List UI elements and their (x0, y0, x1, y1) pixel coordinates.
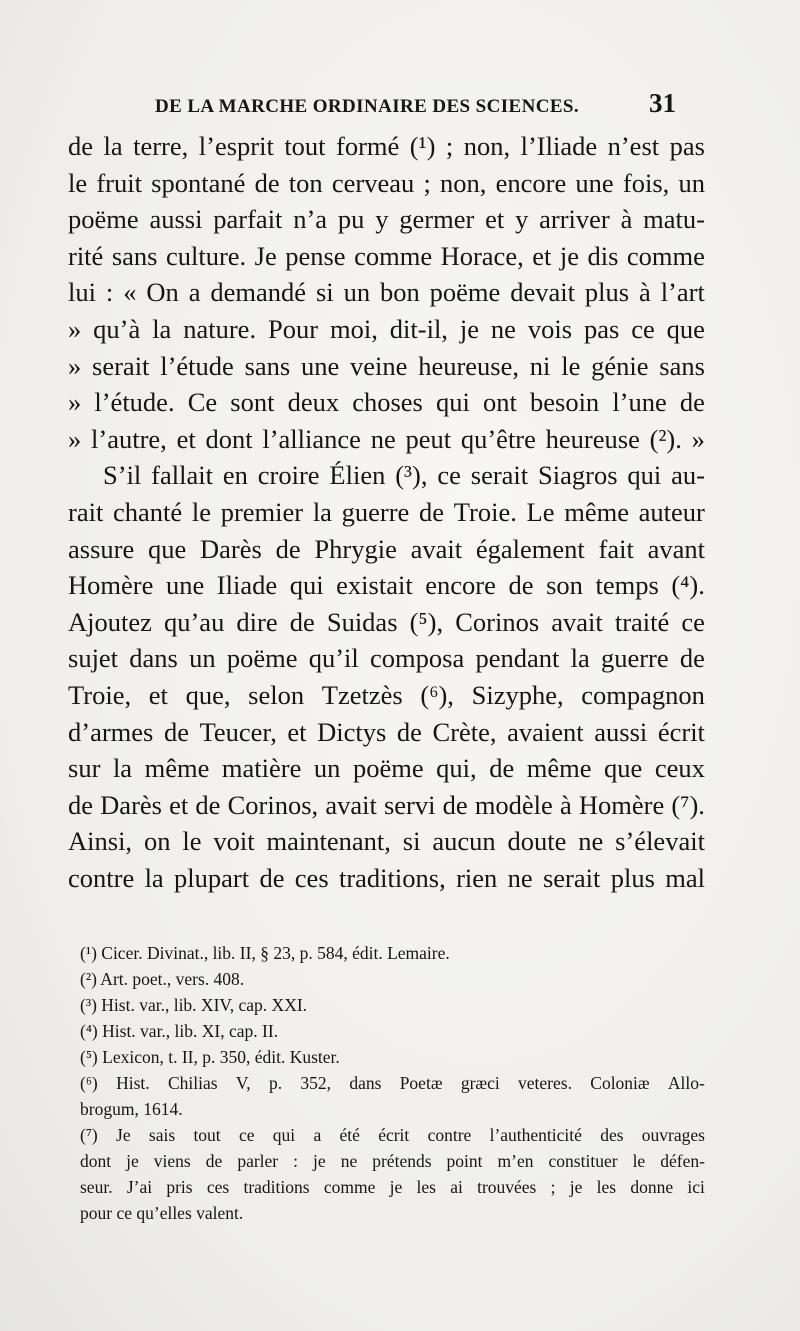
footnote-line: (⁶) Hist. Chilias V, p. 352, dans Poetæ græci veteres. Coloniæ Allo- (80, 1073, 705, 1093)
body-line: sujet dans un poëme qu’il composa pendant la guerre de (68, 643, 705, 674)
body-line: de la terre, l’esprit tout formé (¹) ; non, l’Iliade n’est pas (68, 131, 705, 161)
body-line: » qu’à la nature. Pour moi, dit-il, je ne vois pas ce que (68, 313, 705, 344)
footnote-line: (²) Art. poet., vers. 408. (80, 969, 245, 989)
body-line: » l’étude. Ce sont deux choses qui ont besoin l’une de (68, 387, 705, 418)
body-text (68, 128, 705, 896)
footnote-line: brogum, 1614. (80, 1099, 183, 1119)
body-line: Homère une Iliade qui existait encore de son temps (⁴). (68, 570, 705, 601)
body-line: » l’autre, et dont l’alliance ne peut qu’être heureuse (²). » (68, 423, 705, 454)
footnote-line: seur. J’ai pris ces traditions comme je les ai trouvées ; je les donne ici (80, 1177, 705, 1197)
footnote-line: dont je viens de parler : je ne prétends point m’en constituer le défen- (80, 1151, 705, 1171)
footnote-line: (³) Hist. var., lib. XIV, cap. XXI. (80, 995, 308, 1015)
body-line: de Darès et de Corinos, avait servi de modèle à Homère (⁷). (68, 789, 705, 820)
footnote-line: pour ce qu’elles valent. (80, 1203, 244, 1223)
running-header (155, 88, 676, 119)
footnotes (80, 940, 705, 1226)
body-line: rait chanté le premier la guerre de Troie. Le même auteur (68, 496, 705, 527)
running-title: DE LA MARCHE ORDINAIRE DES SCIENCES. (155, 96, 580, 117)
footnote-line: (⁷) Je sais tout ce qui a été écrit contre l’authenticité des ouvrages (80, 1125, 705, 1145)
body-line: le fruit spontané de ton cerveau ; non, encore une fois, un (68, 167, 705, 198)
footnote-line: (⁵) Lexicon, t. II, p. 350, édit. Kuster. (80, 1047, 340, 1067)
body-line: d’armes de Teucer, et Dictys de Crète, avaient aussi écrit (68, 716, 705, 747)
body-line: assure que Darès de Phrygie avait également fait avant (68, 533, 705, 564)
body-line: poëme aussi parfait n’a pu y germer et y arriver à matu- (68, 204, 705, 235)
footnote-line: (⁴) Hist. var., lib. XI, cap. II. (80, 1021, 279, 1041)
body-line: Ainsi, on le voit maintenant, si aucun doute ne s’élevait (68, 826, 705, 857)
footnote-line: (¹) Cicer. Divinat., lib. II, § 23, p. 584, édit. Lemaire. (80, 943, 450, 963)
body-line: Ajoutez qu’au dire de Suidas (⁵), Corinos avait traité ce (68, 606, 705, 637)
body-line: Troie, et que, selon Tzetzès (⁶), Sizyphe, compagnon (68, 679, 705, 710)
page-number: 31 (649, 88, 676, 118)
body-line: S’il fallait en croire Élien (³), ce serait Siagros qui au- (103, 460, 705, 491)
body-line: lui : « On a demandé si un bon poëme devait plus à l’art (68, 277, 705, 308)
body-line: sur la même matière un poëme qui, de même que ceux (68, 753, 705, 784)
body-line: contre la plupart de ces traditions, rien ne serait plus mal (68, 862, 705, 893)
body-line: rité sans culture. Je pense comme Horace, et je dis comme (68, 240, 705, 271)
body-line: » serait l’étude sans une veine heureuse, ni le génie sans (68, 350, 705, 381)
